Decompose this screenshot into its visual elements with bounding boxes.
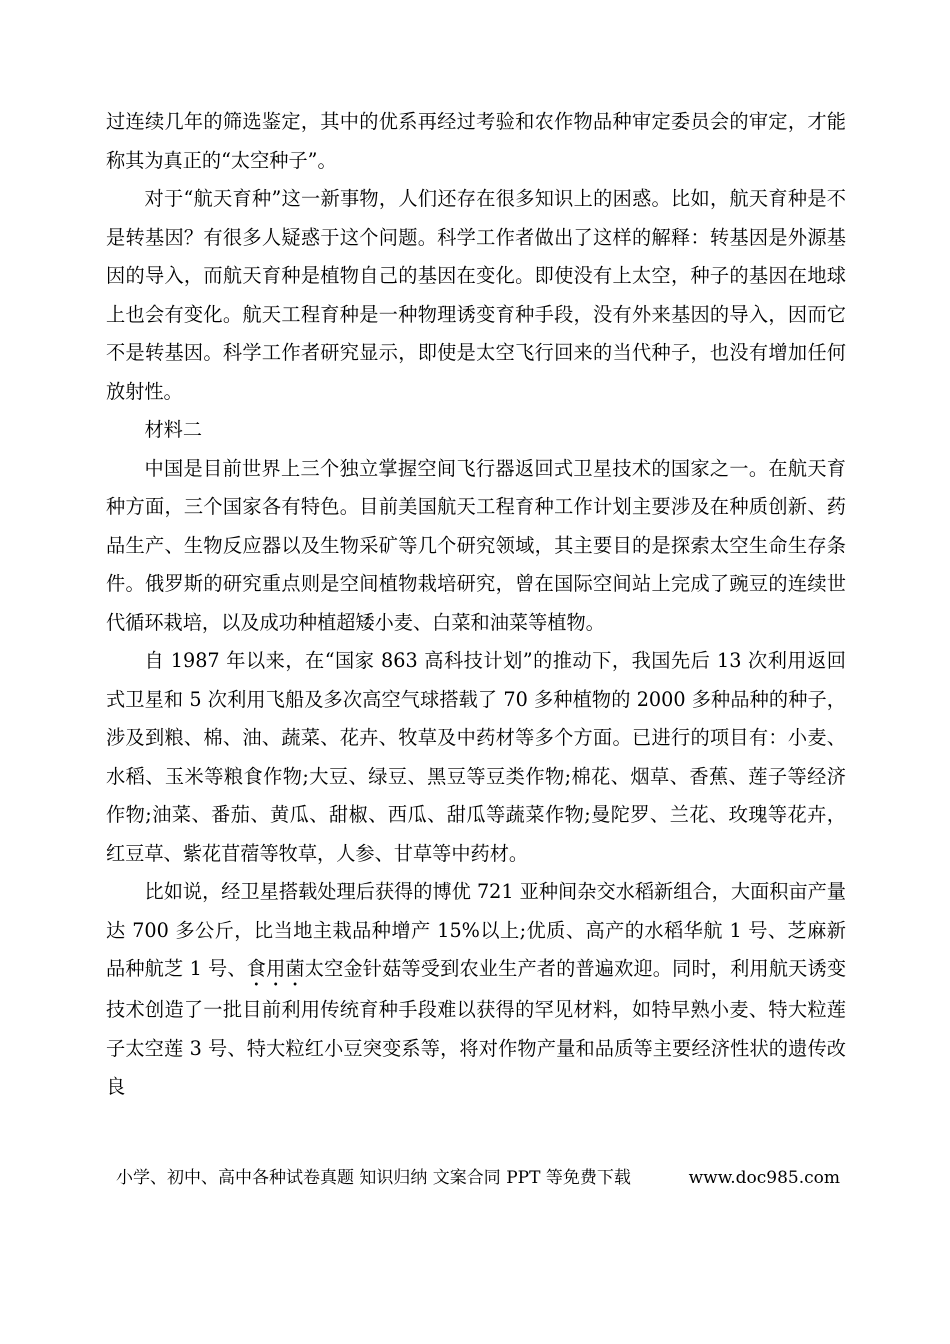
page-footer xyxy=(116,1166,840,1190)
footer-promo-text: 小学、初中、高中各种试卷真题 知识归纳 文案合同 PPT 等免费下载 xyxy=(116,1168,631,1188)
material-two-heading: 材料二 xyxy=(144,418,203,441)
examples-text-before: 比如说，经卫星搭载处理后获得的博优 721 亚种间杂交水稻新组合，大面积亩产量达 700 多公斤，比当地主栽品种增产 15%以上;优质、高产的水稻华航 1 号、芝麻新品种航芝 1 号、 xyxy=(106,880,846,980)
paragraph-examples xyxy=(106,873,846,1107)
document-body xyxy=(106,103,846,1107)
footer-website: www.doc985.com xyxy=(688,1168,840,1188)
paragraph-three-countries: 中国是目前世界上三个独立掌握空间飞行器返回式卫星技术的国家之一。在航天育种方面，三个国家各有特色。目前美国航天工程育种工作计划主要涉及在种质创新、药品生产、生物反应器以及生物采矿等几个研究领域，其主要目的是探索太空生命生存条件。俄罗斯的研究重点则是空间植物栽培研究，曾在国际空间站上完成了豌豆的连续世代循环栽培，以及成功种植超矮小麦、白菜和油菜等植物。 xyxy=(106,456,846,634)
emphasized-term: 食用菌 xyxy=(246,957,305,980)
paragraph-china-program: 自 1987 年以来，在“国家 863 高科技计划”的推动下，我国先后 13 次利用返回式卫星和 5 次利用飞船及多次高空气球搭载了 70 多种植物的 2000 多种品种的种子，涉及到粮、棉、油、蔬菜、花卉、牧草及中药材等多个方面。已进行的项目有：小麦、水稻、玉米等粮食作物;大豆、绿豆、黑豆等豆类作物;棉花、烟草、香蕉、莲子等经济作物;油菜、番茄、黄瓜、甜椒、西瓜、甜瓜等蔬菜作物;曼陀罗、兰花、玫瑰等花卉，红豆草、紫花苜蓿等牧草，人参、甘草等中药材。 xyxy=(106,649,846,865)
paragraph-seed-certification: 过连续几年的筛选鉴定，其中的优系再经过考验和农作物品种审定委员会的审定，才能称其为真正的“太空种子”。 xyxy=(106,110,846,172)
examples-text-after: 太空金针菇等受到农业生产者的普遍欢迎。同时，利用航天诱变技术创造了一批目前利用传统育种手段难以获得的罕见材料，如特早熟小麦、特大粒莲子太空莲 3 号、特大粒红小豆突变系等，将对作物产量和品质等主要经济性状的遗传改良 xyxy=(106,957,847,1098)
paragraph-transgenic-question: 对于“航天育种”这一新事物，人们还存在很多知识上的困惑。比如，航天育种是不是转基因？有很多人疑惑于这个问题。科学工作者做出了这样的解释：转基因是外源基因的导入，而航天育种是植物自己的基因在变化。即使没有上太空，种子的基因在地球上也会有变化。航天工程育种是一种物理诱变育种手段，没有外来基因的导入，因而它不是转基因。科学工作者研究显示，即使是太空飞行回来的当代种子，也没有增加任何放射性。 xyxy=(106,187,846,403)
